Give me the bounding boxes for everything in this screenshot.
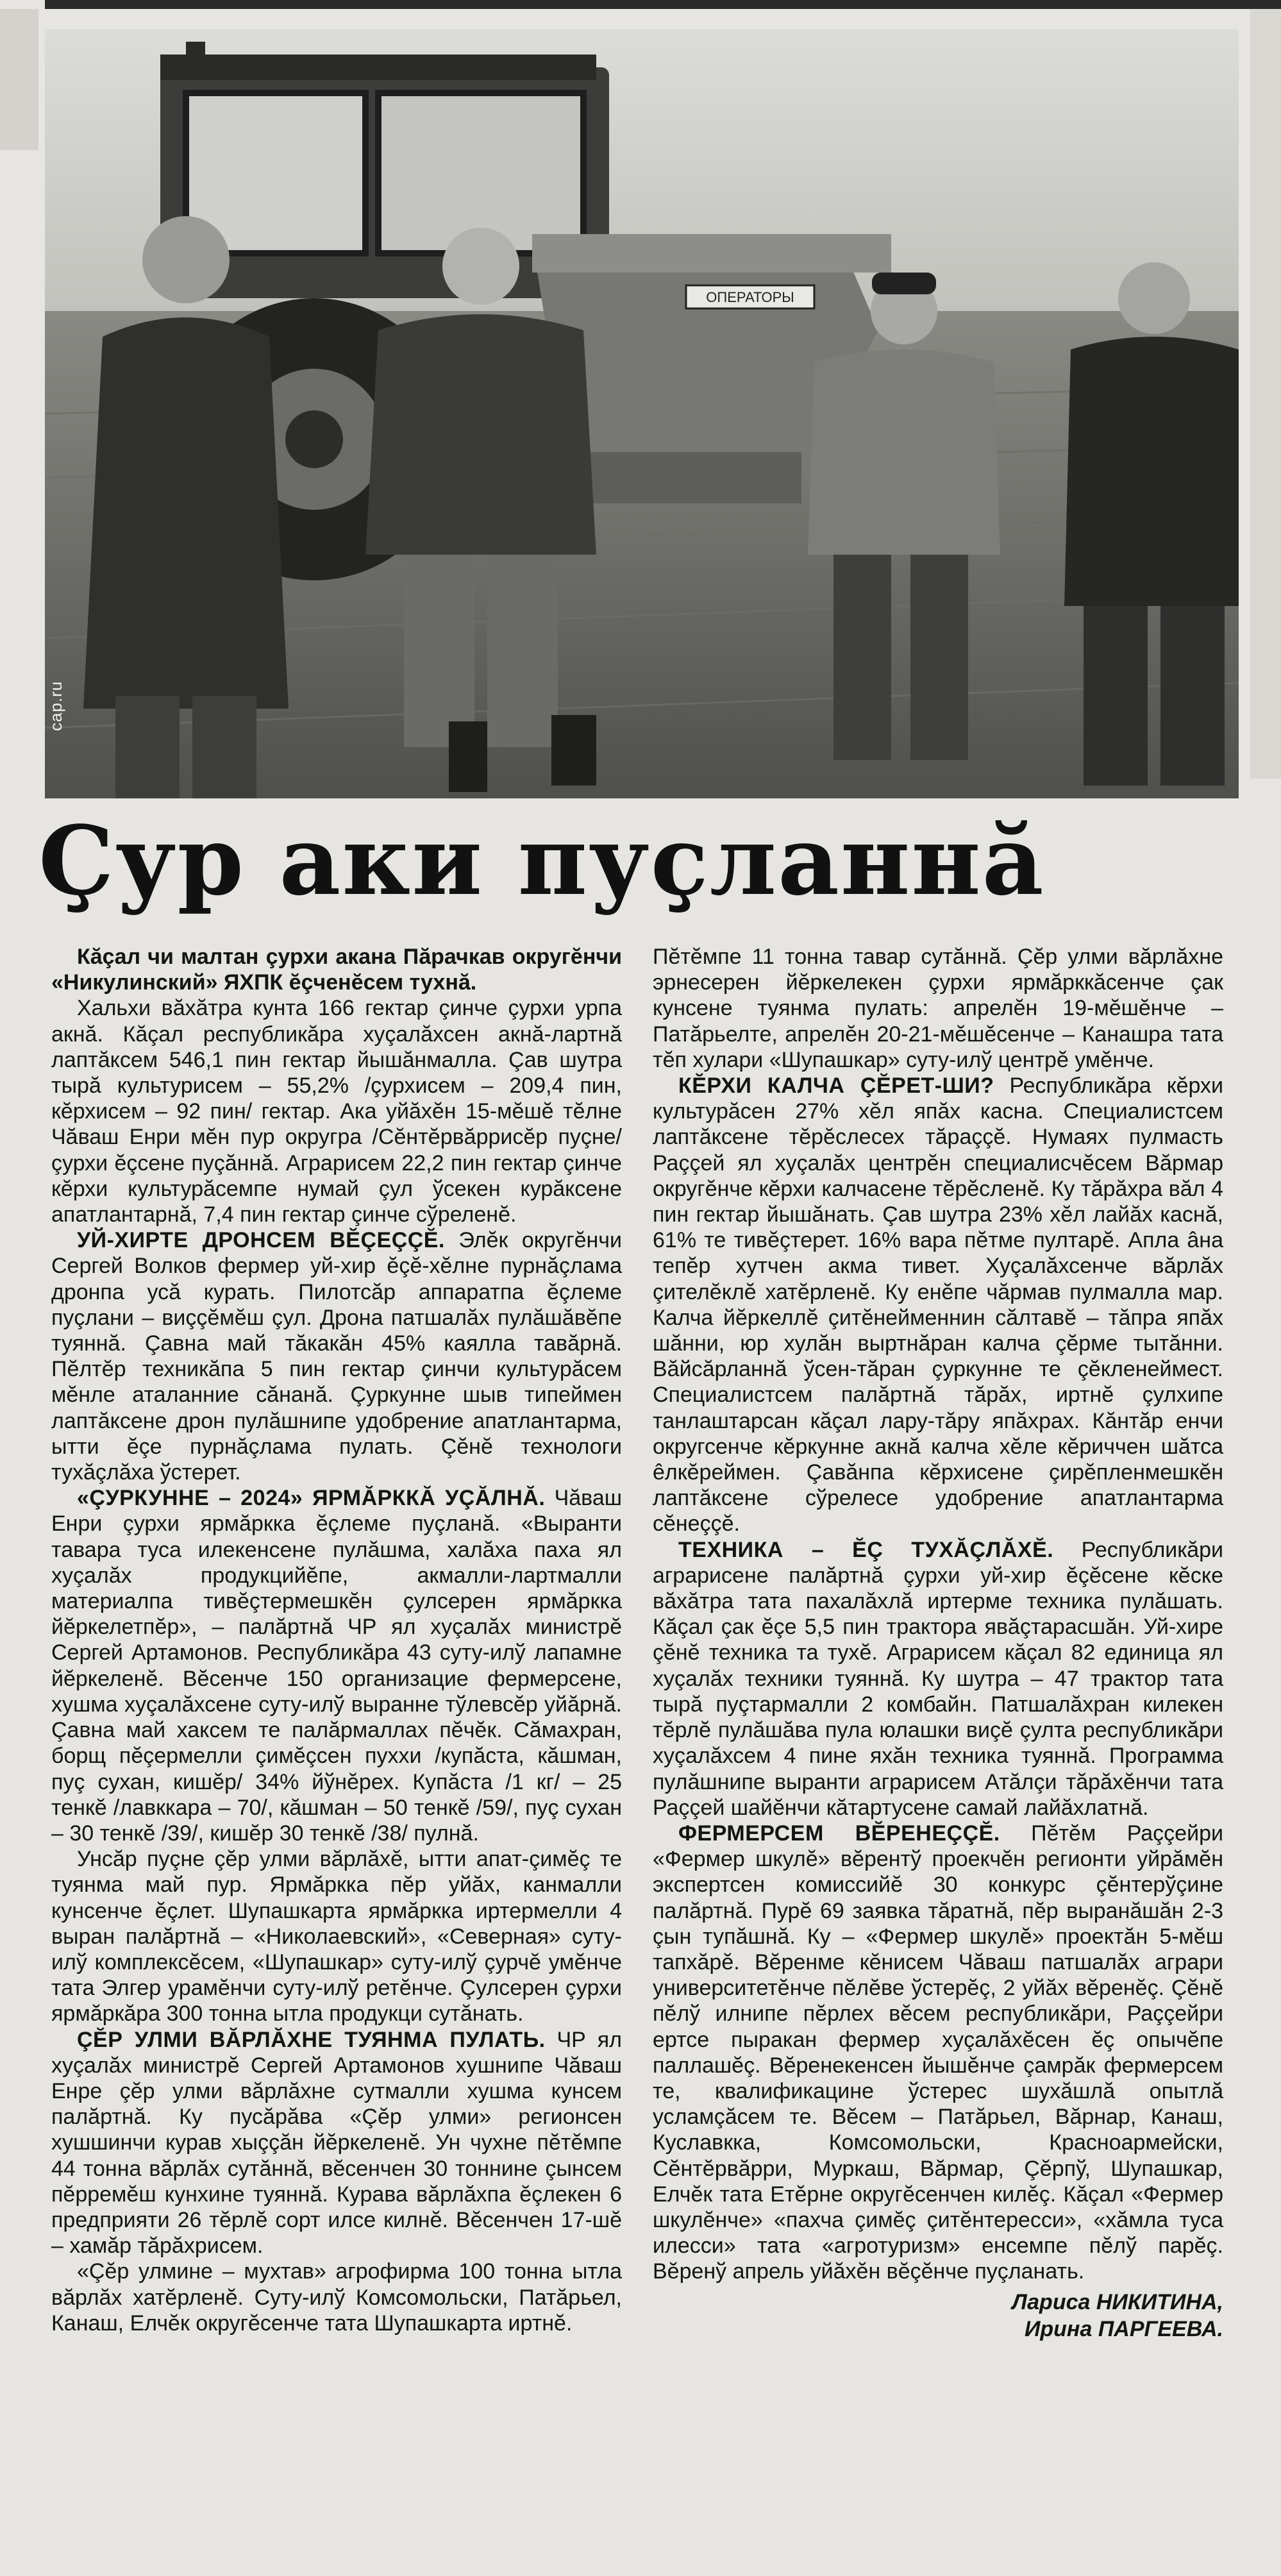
intro-paragraph: Хальхи вăхăтра кунта 166 гектар çинче çурхи урпа акнă. Кăçал республикăра хуçалăхсен акнă-лартнă лаптăксем 546,1 пин гектар йышăнмалла. Çав шутра тырă культурисем – 55,2% /çурхисем – 209,4 пин, кĕрхисем – 92 пин/ гектар. Ака уйăхĕн 15-мĕшĕ тĕлне Чăваш Енри мĕн пур округра /Сĕнтĕрвăррисĕр пуçне/ çурхи ĕçсене пуçăннă. Аграрисем 22,2 пин гектар çинче кĕрхи культурăсемпе нумай çул ўсекен курăксене апатлантарнă, 7,4 пин гектар çинче сўреленĕ.: [51, 996, 622, 1227]
section-title: КĔРХИ КАЛЧА ÇĔРЕТ-ШИ?: [678, 1073, 994, 1099]
article-headline: Çур аки пуçланнă: [38, 805, 1045, 916]
adjacent-page-edge-left: [0, 9, 38, 150]
field-tractor-illustration: [45, 29, 1239, 798]
adjacent-page-edge-right: [1250, 9, 1281, 779]
section-text: ЧР ял хуçалăх министрĕ Сергей Артамонов хушнипе Чăваш Енре çĕр улми вăрлăхне сутмалли хушма кунсем палăртнă. Ку пусăрăва «Çĕр улми» регионсен хушшинчи курав хыççăн йĕркеленĕ. Ун чухне пĕтĕмпе 44 тонна вăрлăх сутăннă, вĕсенчен 30 тоннине çынсем пĕрремĕш кунхине туяннă. Курава вăрлăхпа ĕçлекен 6 предприяти 26 тĕрлĕ сорт илсе килнĕ. Вĕсенчен 17-шĕ – хамăр тăрăхрисем.: [51, 2027, 622, 2259]
tractor-sign: ОПЕРАТОРЫ: [706, 289, 794, 305]
section-text: Элĕк округĕнчи Сергей Волков фермер уй-хир ĕçĕ-хĕлне пурнăçлама дронпа усă курать. Пилотсăр аппаратпа ĕçлеме пуçлани – виççĕмĕш çул. Дрона патшалăх пулăшăвĕпе туяннă. Çавна май тăкакăн 45% каялла тавăрнă. Пĕлтĕр техникăпа 5 пин гектар çинчи культурăсем мĕнле аталанние сăнанă. Çуркунне шыв типеймен лаптăксене дрон пулăшнипе удобрение апатлантарма, ытти ĕçе пурнăçлама пулать. Çĕнĕ технологи тухăçлăха ўстерет.: [51, 1228, 623, 1485]
section-farmers: [653, 1821, 1223, 2285]
author-2: Ирина ПАРГЕЕВА.: [1024, 2316, 1223, 2341]
section-text: Республикăра кĕрхи культурăсен 27% хĕл япăх касна. Специалистсем лаптăксене тĕрĕслесех тăраççĕ. Нумаях пулмасть Раççей ял хуçалăх центрĕн специалисчĕсем Вăрмар округĕнче кĕрхи калчасене тĕрĕсленĕ. Ку тăрăхра вăл 4 пин гектар йышăнать. Çав шутра 23% хĕл лайăх каснă, 61% те тивĕçтерет. 16% вара пĕтме пултарĕ. Апла âна тепĕр хутчен акма тивет. Хуçалăхсенче вăрлăх çителĕклĕ хатĕрленĕ. Ку енĕпе чăрмав пулмалла мар. Калча йĕркеллĕ çитĕнейменнин сăлтавĕ – тăпра япăх шăнни, юр хулăн выртнăран калча çĕрме тытăнни. Вăйсăрланнă ўсен-тăран çуркунне те çĕкленеймест. Специалистсем палăртнă тăрăх, иртнĕ çулхипе танлаштарсан кăçал лару-тăру япăхрах. Кăнтăр енчи округсенче кĕркунне акнă калча хĕле кĕриччен шăтса êлкĕреймен. Çавăнпа кĕрхисене çирĕпленмешкĕн лаптăксене сўрелесе удобрение апатлантарма сĕнеççĕ.: [653, 1073, 1224, 1536]
photo-credit: cap.ru: [46, 680, 65, 731]
section-text: Республикăри аграрисене палăртнă çурхи уй-хир ĕçĕсене кĕске вăхăтра тата пахалăхлă иртерме техника пулăшать. Кăçал çак ĕçе 5,5 пин трактора явăçтарасшăн. Уй-хире çĕнĕ техника та тухĕ. Аграрисем кăçал 82 единица ял хуçалăх техники туяннă. Ку шутра – 47 трактор тата тырă пуçтармалли 2 комбайн. Патшалăхран килекен тĕрлĕ пулăшăва пула юлашки виçĕ çулта республикăри хуçалăхсем 4 пине яхăн техника туяннă. Программа пулăшнипе выранти аграрисем Атăлçи тăрăхĕнчи тата Раççей шайĕнчи кăтартусене самай лайăхлатнă.: [653, 1537, 1223, 1820]
section-title: ТЕХНИКА – ĔÇ ТУХĂÇЛĂХĔ.: [678, 1537, 1054, 1562]
section-title: ÇĔР УЛМИ ВĂРЛĂХНЕ ТУЯНМА ПУЛАТЬ.: [77, 2027, 546, 2052]
section-winter-crops: [653, 1073, 1223, 1537]
right-column: [653, 944, 1223, 2343]
section-potato-paragraph-2: «Çĕр улмине – мухтав» агрофирма 100 тонна ытла вăрлăх хатĕрленĕ. Суту-илў Комсомольски, Патăрьел, Канаш, Елчĕк округĕсенче тата Шупашкарта иртнĕ.: [51, 2259, 622, 2336]
section-text: Чăваш Енри çурхи ярмăркка ĕçлеме пуçланă. «Выранти тавара туса илекенсене пулăшма, халăха паха ял хуçалăх продукцийĕпе, акмалли-лартмалли материалпа тивĕçтермешкĕн çулсерен ярмăркка йĕркелетпĕр», – палăртнă ЧР ял хуçалăх министрĕ Сергей Артамонов. Республикăра 43 суту-илў лапамне йĕркеленĕ. Вĕсенче 150 организацие фермерсене, хушма хуçалăхсене суту-илў выранне тўлевсĕр уйăрнă. Çавна май хаксем те палăрмаллах пĕчĕк. Сăмахран, борщ пĕçермелли çимĕçсен пуххи /купăста, кăшман, пуç сухан, кишĕр/ 34% йўнĕрех. Купăста /1 кг/ – 25 тенкĕ /лавккара – 70/, кăшман – 50 тенкĕ /59/, пуç сухан – 30 тенкĕ /39/, кишĕр 30 тенкĕ /38/ пулнă.: [51, 1486, 622, 1846]
author-signature: [653, 2289, 1223, 2343]
section-technics: [653, 1537, 1223, 1821]
section-drones: [51, 1227, 622, 1485]
article-lead: Кăçал чи малтан çурхи акана Пăрачкав округĕнчи «Никулинский» ЯХПК ĕçченĕсем тухнă.: [51, 945, 622, 995]
left-column: [51, 944, 622, 2336]
article-photo: [45, 29, 1239, 798]
section-fair-paragraph-2: Унсăр пуçне çĕр улми вăрлăхĕ, ытти апат-çимĕç те туянма май пур. Ярмăркка пĕр уйăх, канмалли кунсенче ĕçлет. Шупашкарта ярмăркка иртермелли 4 выран палăртнă – «Николаевский», «Северная» суту-илў комплексĕсем, «Шупашкар» суту-илў çурчĕ умĕнче тата Элгер урамĕнчи суту-илў ретĕнче. Çулсерен çурхи ярмăркăра 300 тонна ытла продукци сутăнать.: [51, 1847, 622, 2026]
section-fair: [51, 1485, 622, 1846]
section-title: ФЕРМЕРСЕМ ВĔРЕНЕÇÇĔ.: [678, 1821, 1000, 1846]
continuation-paragraph: Пĕтĕмпе 11 тонна тавар сутăннă. Çĕр улми вăрлăхне эрнесерен йĕркелекен çурхи ярмăрккăсенче çак кунсене туянма пулать: апрелĕн 19-мĕшĕнче – Патăрьелте, апрелĕн 20-21-мĕшĕсенче – Канашра тата тĕп хулари «Шупашкар» суту-илў центрĕ умĕнче.: [653, 945, 1223, 1072]
author-1: Лариса НИКИТИНА,: [1012, 2289, 1223, 2314]
section-potato: [51, 2027, 622, 2259]
section-text: Пĕтĕм Раççейри «Фермер шкулĕ» вĕрентў проекчĕн регионти уйрăмĕн экспертсен комиссийĕ 30 конкурс çĕнтерўçине палăртнă. Пурĕ 69 заявка тăратнă, пĕр выранăшăн 2-3 çын тупăшнă. Ку – «Фермер шкулĕ» проектăн 5-мĕш тапхăрĕ. Вĕренме кĕнисем Чăваш патшалăх аграри университетĕнче пĕлĕве ўстерĕç, 2 уйăх вĕренĕç. Çĕнĕ пĕлў илнипе пĕрлех вĕсем республикăри, Раççейри ертсе пыракан фермер хуçалăхĕсен ĕç опычĕпе паллашĕç. Вĕренекенсен йышĕнче çамрăк фермерсем те, квалификацине ўстерес шухăшлă опытлă усламçăсем те. Вĕсем – Патăрьел, Вăрнар, Канаш, Куславкка, Комсомольски, Красноармейски, Сĕнтĕрвăрри, Муркаш, Вăрмар, Çĕрпў, Шупашкар, Елчĕк тата Етĕрне округĕсенчен килĕç. Кăçал «Фермер шкулĕнче» «пахча çимĕç çитĕнтересси», «хăмла туса илесси» тата «агротуризм» енсемпе пĕлў парĕç. Вĕренў апрель уйăхĕн вĕçĕнче пуçланать.: [653, 1821, 1223, 2284]
page-top-rule: [45, 0, 1281, 9]
section-title: УЙ-ХИРТЕ ДРОНСЕМ ВĔÇЕÇÇĔ.: [77, 1228, 445, 1253]
section-title: «ÇУРКУННЕ – 2024» ЯРМĂРККĂ УÇĂЛНĂ.: [77, 1486, 546, 1511]
